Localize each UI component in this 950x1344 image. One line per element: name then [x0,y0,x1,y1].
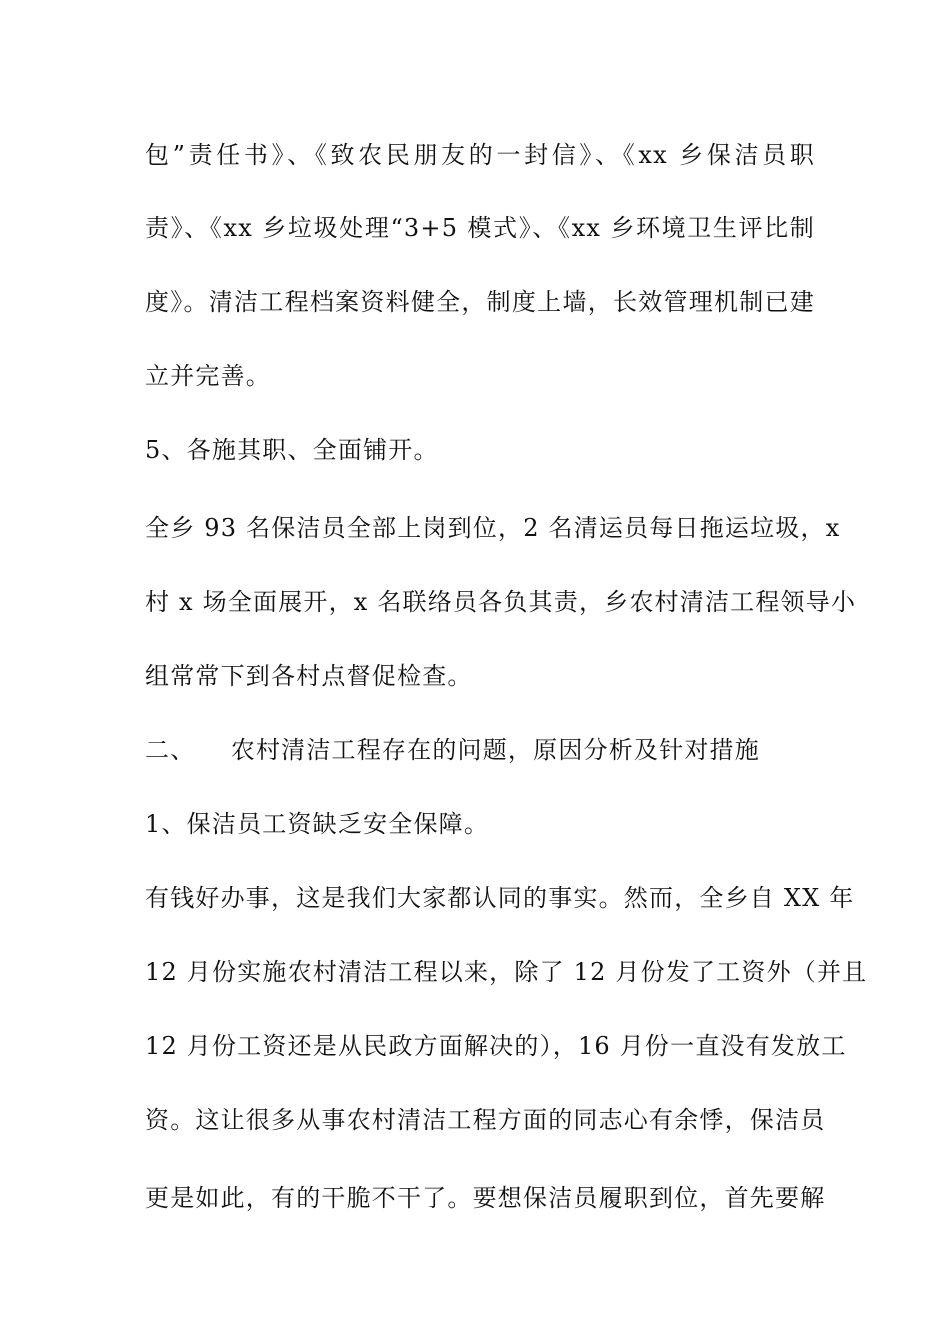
paragraph-line: 12 月份工资还是从民政方面解决的），16 月份一直没有发放工 [145,1032,847,1060]
section-heading: 5、各施其职、全面铺开。 [145,436,439,464]
chapter-heading: 二、 农村清洁工程存在的问题，原因分析及针对措施 [145,736,760,764]
paragraph-line: 资。这让很多从事农村清洁工程方面的同志心有余悸，保洁员 [145,1106,826,1134]
paragraph-line: 全乡 93 名保洁员全部上岗到位，2 名清运员每日拖运垃圾，x [145,514,841,542]
paragraph-line: 责》、《xx 乡垃圾处理“3+5 模式》、《xx 乡环境卫生评比制 [145,214,815,242]
paragraph-line: 更是如此，有的干脆不干了。要想保洁员履职到位，首先要解 [145,1184,826,1212]
paragraph-line: 组常常下到各村点督促检查。 [145,662,473,690]
section-heading: 1、保洁员工资缺乏安全保障。 [145,810,490,838]
paragraph-line: 度》。清洁工程档案资料健全，制度上墙，长效管理机制已建 [145,288,815,316]
paragraph-line: 立并完善。 [145,362,271,390]
paragraph-line: 村 x 场全面展开，x 名联络员各负其责，乡农村清洁工程领导小 [145,588,857,616]
paragraph-line: 有钱好办事，这是我们大家都认同的事实。然而，全乡自 XX 年 [145,884,855,912]
paragraph-line: 12 月份实施农村清洁工程以来，除了 12 月份发了工资外（并且 [145,958,868,986]
paragraph-line: 包”责任书》、《致农民朋友的一封信》、《xx 乡保洁员职 [145,141,815,169]
